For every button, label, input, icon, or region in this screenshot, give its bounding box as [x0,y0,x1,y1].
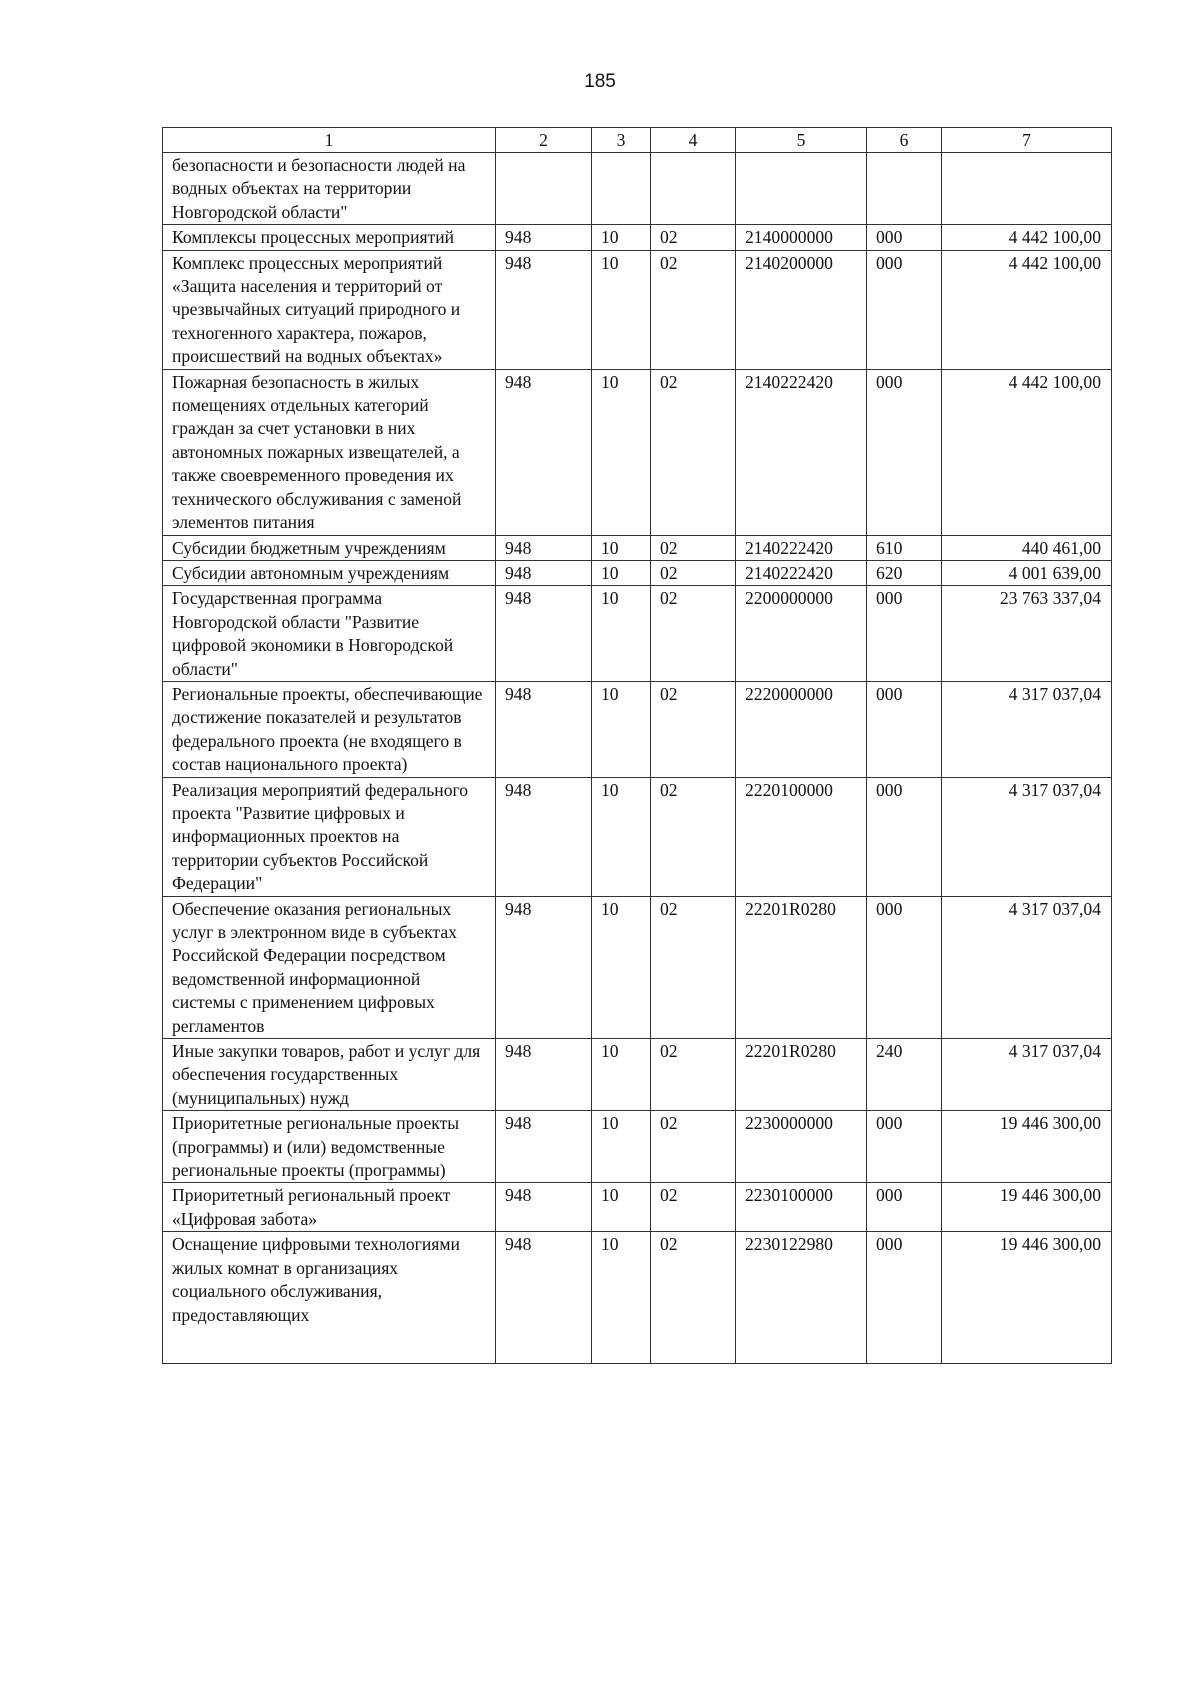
cell-target-article: 2230100000 [736,1183,867,1232]
cell-expense-type: 000 [867,896,942,1038]
cell-target-article: 2220100000 [736,777,867,896]
cell-subsection: 02 [651,777,736,896]
cell-amount: 4 442 100,00 [942,250,1112,369]
row-name: Региональные проекты, обеспечивающие достижение показателей и результатов федерального проекта (не входящего в состав национального проекта) [163,681,496,777]
cell-target-article: 2140222420 [736,560,867,585]
row-name: Пожарная безопасность в жилых помещениях отдельных категорий граждан за счет установки в них автономных пожарных извещателей, а также своевременного проведения их технического обслуживания с заменой элементов питания [163,369,496,535]
cell-section: 10 [592,1111,651,1183]
cell-subsection: 02 [651,1111,736,1183]
table-row [163,586,1112,682]
cell-amount: 4 317 037,04 [942,681,1112,777]
cell-section: 10 [592,681,651,777]
cell-subsection: 02 [651,560,736,585]
cell-expense-type: 000 [867,250,942,369]
cell-expense-type: 000 [867,1111,942,1183]
cell-amount: 440 461,00 [942,535,1112,560]
row-name: Субсидии бюджетным учреждениям [163,535,496,560]
cell-target-article: 22201R0280 [736,1039,867,1111]
cell-amount: 4 317 037,04 [942,1039,1112,1111]
cell-admin-code: 948 [496,1111,592,1183]
cell-subsection: 02 [651,1183,736,1232]
cell-amount: 4 442 100,00 [942,225,1112,250]
cell-section: 10 [592,586,651,682]
cell-admin-code: 948 [496,535,592,560]
cell-subsection: 02 [651,250,736,369]
row-name: Оснащение цифровыми технологиями жилых комнат в организациях социального обслуживания, предоставляющих [163,1232,496,1364]
table-row [163,560,1112,585]
cell-target-article: 22201R0280 [736,896,867,1038]
cell-expense-type: 000 [867,369,942,535]
cell-section: 10 [592,1039,651,1111]
cell-amount: 19 446 300,00 [942,1111,1112,1183]
cell-subsection: 02 [651,535,736,560]
cell-section: 10 [592,535,651,560]
cell-expense-type: 240 [867,1039,942,1111]
cell-subsection: 02 [651,586,736,682]
row-name: Государственная программа Новгородской области "Развитие цифровой экономики в Новгородской области" [163,586,496,682]
cell-target-article: 2140222420 [736,369,867,535]
cell-admin-code: 948 [496,1232,592,1364]
cell-amount: 19 446 300,00 [942,1232,1112,1364]
cell-admin-code: 948 [496,369,592,535]
cell-section: 10 [592,777,651,896]
cell-subsection: 02 [651,681,736,777]
table-row [163,225,1112,250]
row-name: Обеспечение оказания региональных услуг в электронном виде в субъектах Российской Федерации посредством ведомственной информационной системы с применением цифровых регламентов [163,896,496,1038]
cell-target-article: 2140200000 [736,250,867,369]
table-row [163,896,1112,1038]
cell-subsection: 02 [651,896,736,1038]
cell-admin-code: 948 [496,225,592,250]
table-row [163,535,1112,560]
cell-expense-type: 620 [867,560,942,585]
cell-amount: 4 442 100,00 [942,369,1112,535]
cell-amount: 4 317 037,04 [942,896,1112,1038]
cell-admin-code: 948 [496,1039,592,1111]
cell-section: 10 [592,225,651,250]
header-cell-6: 6 [867,128,942,153]
cell-target-article [736,153,867,225]
cell-expense-type: 000 [867,681,942,777]
cell-subsection: 02 [651,225,736,250]
page-number: 185 [584,71,616,92]
header-row [163,128,1112,153]
table-row [163,153,1112,225]
cell-expense-type: 610 [867,535,942,560]
cell-admin-code: 948 [496,560,592,585]
cell-expense-type [867,153,942,225]
table-row [163,1232,1112,1364]
cell-target-article: 2230122980 [736,1232,867,1364]
table-row [163,369,1112,535]
header-cell-5: 5 [736,128,867,153]
cell-amount: 19 446 300,00 [942,1183,1112,1232]
cell-expense-type: 000 [867,1183,942,1232]
cell-expense-type: 000 [867,777,942,896]
row-name: Комплекс процессных мероприятий «Защита населения и территорий от чрезвычайных ситуаций природного и техногенного характера, пожаров, происшествий на водных объектах» [163,250,496,369]
table-row [163,681,1112,777]
cell-subsection: 02 [651,1232,736,1364]
table-row [163,1111,1112,1183]
cell-amount: 4 317 037,04 [942,777,1112,896]
table-row [163,1039,1112,1111]
table-row [163,1183,1112,1232]
cell-admin-code: 948 [496,1183,592,1232]
cell-subsection [651,153,736,225]
cell-target-article: 2140000000 [736,225,867,250]
header-cell-7: 7 [942,128,1112,153]
cell-admin-code: 948 [496,681,592,777]
row-name: безопасности и безопасности людей на водных объектах на территории Новгородской области" [163,153,496,225]
row-name: Приоритетные региональные проекты (программы) и (или) ведомственные региональные проекты (программы) [163,1111,496,1183]
header-cell-4: 4 [651,128,736,153]
cell-subsection: 02 [651,1039,736,1111]
cell-section: 10 [592,250,651,369]
cell-section: 10 [592,560,651,585]
table-row [163,250,1112,369]
row-name: Комплексы процессных мероприятий [163,225,496,250]
cell-admin-code: 948 [496,777,592,896]
cell-section: 10 [592,1183,651,1232]
table-row [163,777,1112,896]
cell-admin-code [496,153,592,225]
row-name: Приоритетный региональный проект «Цифровая забота» [163,1183,496,1232]
cell-amount [942,153,1112,225]
row-name: Иные закупки товаров, работ и услуг для обеспечения государственных (муниципальных) нужд [163,1039,496,1111]
cell-admin-code: 948 [496,586,592,682]
cell-subsection: 02 [651,369,736,535]
cell-target-article: 2230000000 [736,1111,867,1183]
header-cell-3: 3 [592,128,651,153]
cell-expense-type: 000 [867,225,942,250]
cell-target-article: 2140222420 [736,535,867,560]
cell-admin-code: 948 [496,250,592,369]
cell-expense-type: 000 [867,586,942,682]
row-name: Реализация мероприятий федерального проекта "Развитие цифровых и информационных проектов на территории субъектов Российской Федерации" [163,777,496,896]
cell-target-article: 2220000000 [736,681,867,777]
cell-expense-type: 000 [867,1232,942,1364]
cell-section: 10 [592,896,651,1038]
row-name: Субсидии автономным учреждениям [163,560,496,585]
cell-amount: 4 001 639,00 [942,560,1112,585]
cell-target-article: 2200000000 [736,586,867,682]
budget-table [162,127,1112,1364]
cell-amount: 23 763 337,04 [942,586,1112,682]
cell-section: 10 [592,369,651,535]
cell-section: 10 [592,1232,651,1364]
cell-section [592,153,651,225]
cell-admin-code: 948 [496,896,592,1038]
header-cell-1: 1 [163,128,496,153]
header-cell-2: 2 [496,128,592,153]
